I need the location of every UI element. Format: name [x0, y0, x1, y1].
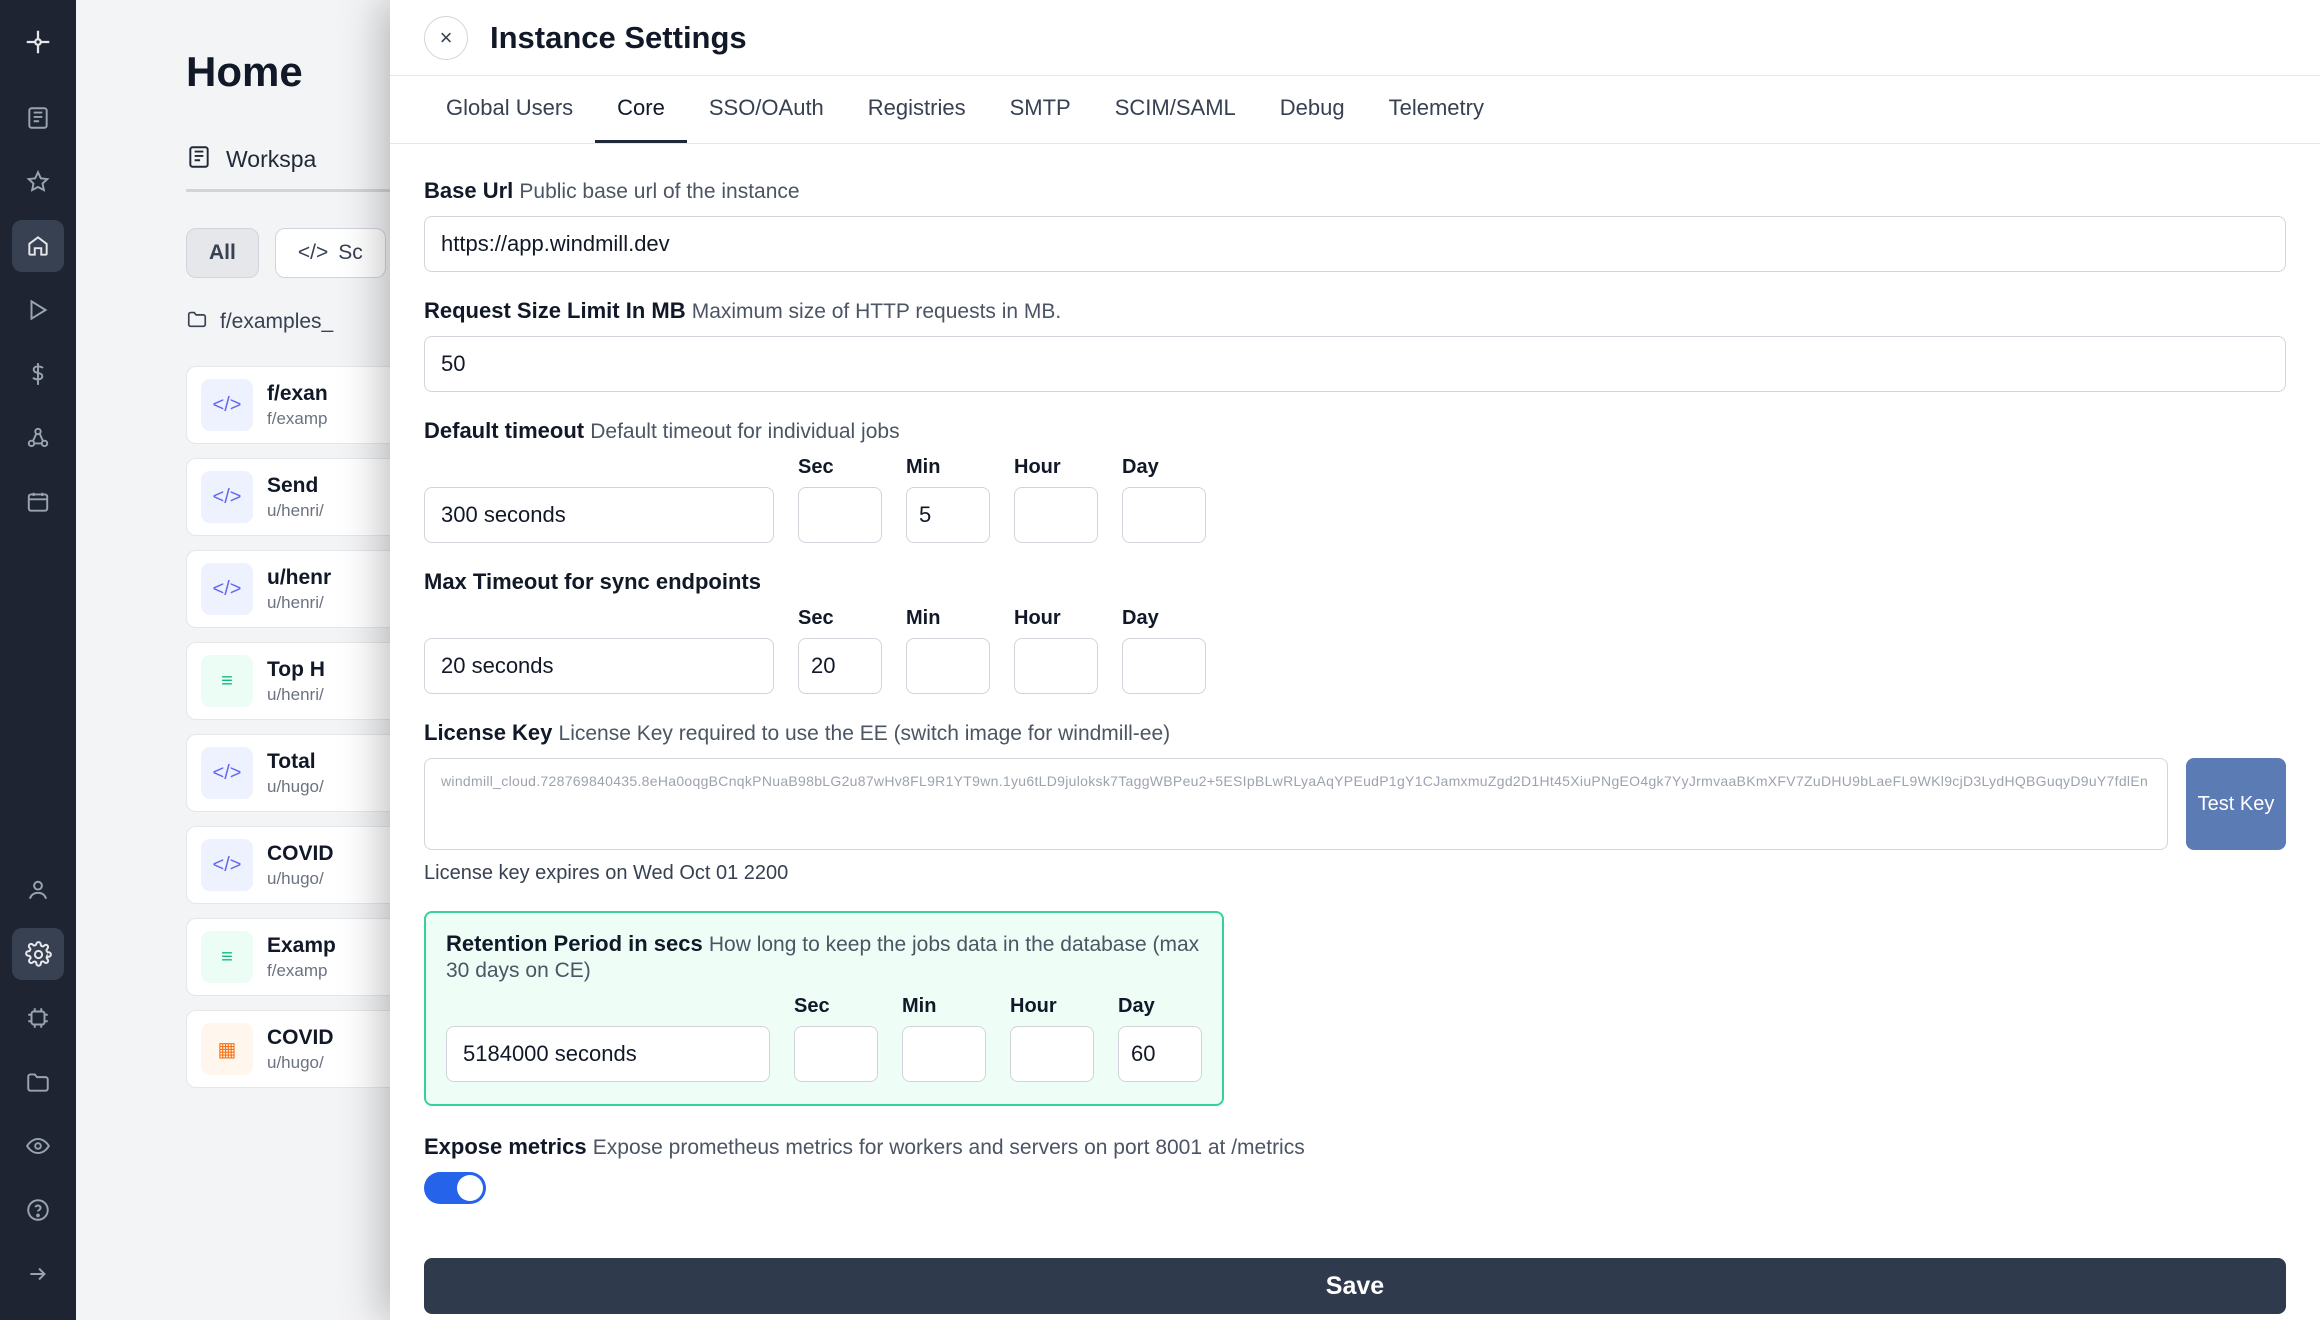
main-sidebar: [0, 0, 76, 1320]
test-key-button[interactable]: Test Key: [2186, 758, 2286, 850]
base-url-input[interactable]: [424, 216, 2286, 272]
save-bar: [424, 1258, 2286, 1320]
max-timeout-sync-sec: [798, 607, 882, 694]
retention-period-hour-input[interactable]: [1010, 1026, 1094, 1082]
day-label: Day: [1118, 995, 1155, 1017]
sidebar-item-folders[interactable]: [12, 1056, 64, 1108]
workspace-icon: [186, 144, 212, 175]
field-request-size-limit: [424, 298, 2286, 392]
sidebar-item-workers[interactable]: [12, 992, 64, 1044]
page-title: Home: [186, 48, 303, 95]
default-timeout-description: Default timeout for individual jobs: [590, 420, 900, 443]
retention-period-label: [446, 931, 1202, 983]
retention-period-hour: [1010, 995, 1094, 1082]
expose-metrics-label: [424, 1134, 2286, 1160]
sidebar-item-audit-logs[interactable]: [12, 1120, 64, 1172]
retention-period-day: [1118, 995, 1202, 1082]
list-item-subtitle: u/hugo/: [267, 1052, 324, 1072]
code-icon: </>: [201, 563, 253, 615]
tab-smtp[interactable]: SMTP: [1009, 95, 1071, 120]
tab-global-users[interactable]: Global Users: [446, 95, 574, 120]
min-label: Min: [902, 995, 937, 1017]
breadcrumb-label: f/examples_: [220, 310, 334, 333]
hour-label: Hour: [1014, 456, 1061, 478]
hour-label: Hour: [1010, 995, 1057, 1017]
license-expiry-note: License key expires on Wed Oct 01 2200: [424, 862, 789, 884]
tab-sso-oauth[interactable]: SSO/OAuth: [708, 95, 824, 120]
max-timeout-sync-label: [424, 569, 2286, 595]
retention-period-input[interactable]: [446, 1026, 770, 1082]
retention-period-sec-input[interactable]: [794, 1026, 878, 1082]
code-icon: </>: [201, 471, 253, 523]
code-icon: </>: [297, 241, 329, 264]
list-item-title: Total: [267, 749, 316, 773]
request-size-limit-label-text: Request Size Limit In MB: [424, 298, 686, 323]
sidebar-item-resources[interactable]: [12, 412, 64, 464]
request-size-limit-description: Maximum size of HTTP requests in MB.: [691, 300, 1062, 323]
tab-scim-saml[interactable]: SCIM/SAML: [1114, 95, 1236, 120]
default-timeout-hour-input[interactable]: [1014, 487, 1098, 543]
sidebar-item-account[interactable]: [12, 864, 64, 916]
folder-icon: [186, 308, 208, 336]
list-item-subtitle: u/henri/: [267, 684, 324, 704]
list-item-title: Examp: [267, 933, 336, 957]
base-url-label-text: Base Url: [424, 178, 514, 203]
list-item-subtitle: u/henri/: [267, 500, 324, 520]
list-item-title: Send: [267, 473, 319, 497]
sidebar-item-settings[interactable]: [12, 928, 64, 980]
sidebar-item-favorites[interactable]: [12, 156, 64, 208]
max-timeout-sync-hour-input[interactable]: [1014, 638, 1098, 694]
list-item-subtitle: u/henri/: [267, 592, 324, 612]
license-key-input[interactable]: [424, 758, 2168, 850]
tab-telemetry[interactable]: Telemetry: [1388, 95, 1484, 120]
code-icon: </>: [201, 839, 253, 891]
default-timeout-min: [906, 456, 990, 543]
sidebar-item-runs[interactable]: [12, 284, 64, 336]
retention-period-description: How long to keep the jobs data in the database (max 30 days on CE): [446, 933, 1200, 982]
max-timeout-sync-hour: [1014, 607, 1098, 694]
max-timeout-sync-label-text: Max Timeout for sync endpoints: [424, 569, 761, 594]
retention-period-day-input[interactable]: [1118, 1026, 1202, 1082]
field-expose-metrics: [424, 1134, 2286, 1209]
list-item-title: f/exan: [267, 381, 328, 405]
license-key-label-text: License Key: [424, 720, 553, 745]
list-item-title: u/henr: [267, 565, 332, 589]
request-size-limit-input[interactable]: [424, 336, 2286, 392]
flow-icon: ≡: [201, 931, 253, 983]
min-label: Min: [906, 456, 941, 478]
sidebar-item-apps[interactable]: [12, 92, 64, 144]
default-timeout-day: [1122, 456, 1206, 543]
sidebar-item-help[interactable]: [12, 1184, 64, 1236]
close-icon[interactable]: ×: [424, 16, 468, 60]
field-license-key: [424, 720, 2286, 885]
modal-header: [390, 0, 2320, 76]
hour-label: Hour: [1014, 607, 1061, 629]
retention-period-label-text: Retention Period in secs: [446, 931, 703, 956]
license-key-description: License Key required to use the EE (switch image for windmill-ee): [558, 722, 1171, 745]
windmill-logo-icon[interactable]: [12, 16, 64, 68]
instance-settings-modal: [390, 0, 2320, 1320]
day-label: Day: [1122, 607, 1159, 629]
default-timeout-sec: [798, 456, 882, 543]
field-max-timeout-sync: [424, 569, 2286, 694]
sidebar-collapse-icon[interactable]: [12, 1248, 64, 1300]
sidebar-item-schedules[interactable]: [12, 476, 64, 528]
field-retention-period: [424, 911, 1224, 1106]
list-item-title: Top H: [267, 657, 325, 681]
sidebar-item-billing[interactable]: [12, 348, 64, 400]
workspace-tab-label: Workspa: [226, 146, 317, 172]
license-key-label: [424, 720, 2286, 746]
flow-icon: ≡: [201, 655, 253, 707]
default-timeout-hour: [1014, 456, 1098, 543]
filter-all-label: All: [209, 241, 236, 264]
sec-label: Sec: [798, 456, 834, 478]
base-url-label: [424, 178, 2286, 204]
max-timeout-sync-min-input[interactable]: [906, 638, 990, 694]
sidebar-item-home[interactable]: [12, 220, 64, 272]
code-icon: </>: [201, 747, 253, 799]
list-item-subtitle: f/examp: [267, 960, 328, 980]
request-size-limit-label: [424, 298, 2286, 324]
default-timeout-input[interactable]: [424, 487, 774, 543]
expose-metrics-toggle[interactable]: [424, 1172, 486, 1204]
field-default-timeout: [424, 418, 2286, 543]
sec-label: Sec: [798, 607, 834, 629]
retention-period-min: [902, 995, 986, 1082]
default-timeout-day-input[interactable]: [1122, 487, 1206, 543]
list-item-subtitle: u/hugo/: [267, 868, 324, 888]
default-timeout-label-text: Default timeout: [424, 418, 585, 443]
min-label: Min: [906, 607, 941, 629]
tab-core[interactable]: Core: [595, 76, 687, 143]
expose-metrics-label-text: Expose metrics: [424, 1134, 587, 1159]
retention-period-min-input[interactable]: [902, 1026, 986, 1082]
modal-title: Instance Settings: [490, 19, 747, 55]
settings-form: [390, 144, 2320, 1320]
toggle-knob: [457, 1175, 483, 1201]
save-button[interactable]: Save: [424, 1258, 2286, 1314]
default-timeout-sec-input[interactable]: [798, 487, 882, 543]
filter-scripts-label: Sc: [338, 241, 363, 264]
max-timeout-sync-day: [1122, 607, 1206, 694]
tab-debug[interactable]: Debug: [1279, 95, 1345, 120]
filter-scripts[interactable]: [275, 228, 386, 278]
max-timeout-sync-min: [906, 607, 990, 694]
max-timeout-sync-sec-input[interactable]: [798, 638, 882, 694]
tab-registries[interactable]: Registries: [867, 95, 966, 120]
settings-tabbar: [390, 76, 2320, 144]
max-timeout-sync-input[interactable]: [424, 638, 774, 694]
field-base-url: [424, 178, 2286, 272]
max-timeout-sync-day-input[interactable]: [1122, 638, 1206, 694]
list-item-title: COVID: [267, 1025, 334, 1049]
app-icon: ▦: [201, 1023, 253, 1075]
list-item-subtitle: f/examp: [267, 408, 328, 428]
sec-label: Sec: [794, 995, 830, 1017]
retention-period-sec: [794, 995, 878, 1082]
default-timeout-label: [424, 418, 2286, 444]
day-label: Day: [1122, 456, 1159, 478]
expose-metrics-description: Expose prometheus metrics for workers and servers on port 8001 at /metrics: [592, 1136, 1305, 1159]
base-url-description: Public base url of the instance: [519, 180, 800, 203]
filter-all[interactable]: [186, 228, 259, 278]
default-timeout-min-input[interactable]: [906, 487, 990, 543]
list-item-title: COVID: [267, 841, 334, 865]
list-item-subtitle: u/hugo/: [267, 776, 324, 796]
code-icon: </>: [201, 379, 253, 431]
